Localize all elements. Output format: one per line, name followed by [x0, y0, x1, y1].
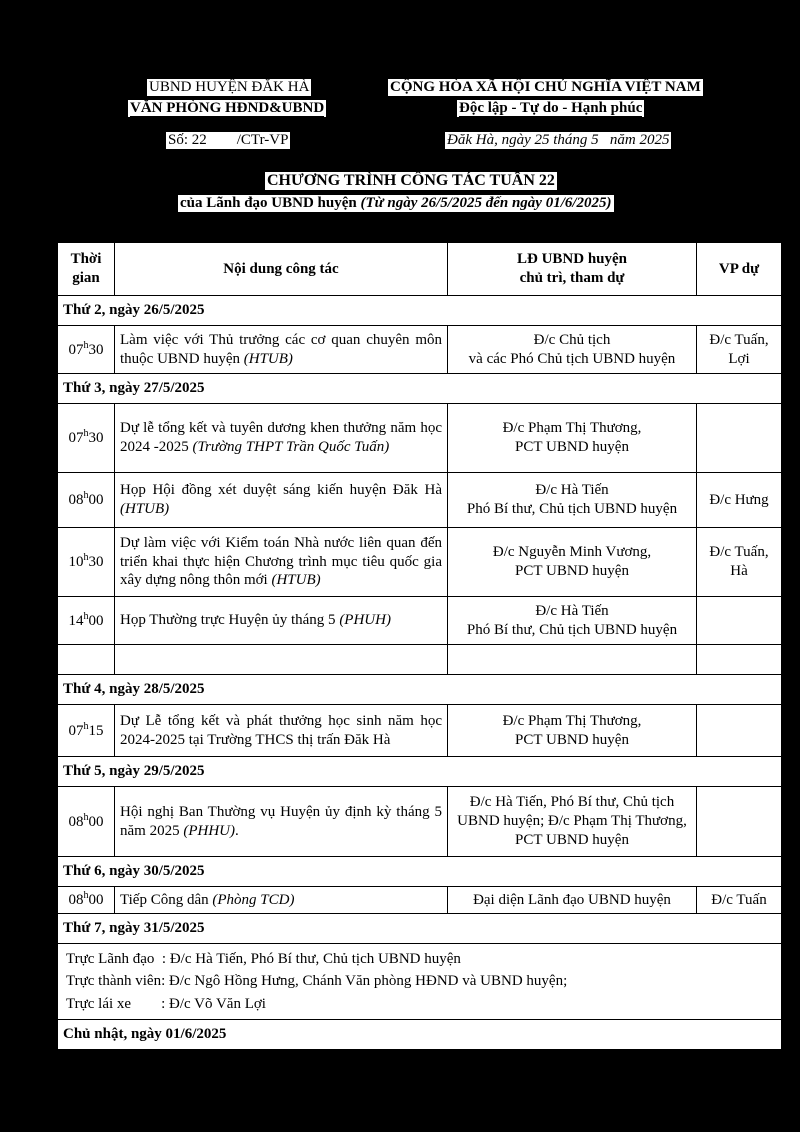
- hour-mark: h: [83, 490, 89, 502]
- content-cell: [115, 705, 448, 757]
- hour: 08: [68, 492, 84, 509]
- leader-line-2: PCT UBND huyện: [515, 731, 629, 748]
- duty-leader: [66, 948, 776, 971]
- motto: [457, 100, 644, 117]
- minute: 30: [88, 341, 104, 358]
- content-text: Dự lễ tổng kết và tuyên dương khen thưởng năm học 2024 -2025: [120, 420, 446, 455]
- leader-cell: [448, 326, 697, 374]
- content-place: (HTUB): [120, 501, 170, 517]
- hour: 08: [68, 892, 84, 909]
- hour: 08: [68, 813, 84, 830]
- day-row: [58, 374, 782, 404]
- vp-cell: Đ/c Hưng: [697, 473, 782, 528]
- empty-cell: [697, 645, 782, 675]
- duty-label: Trực lái xe :: [66, 995, 169, 1012]
- org-name-1: UBND HUYỆN ĐĂK HÀ: [149, 79, 310, 95]
- day-row: [58, 757, 782, 787]
- duty-label: Trực thành viên:: [66, 973, 169, 990]
- schedule-table: [57, 242, 782, 1050]
- day-label: Thứ 2, ngày 26/5/2025: [58, 296, 782, 326]
- content-text: Họp Thường trực Huyện ủy tháng 5: [120, 612, 340, 629]
- duty-cell: [58, 944, 782, 1020]
- content-text: Tiếp Công dân: [120, 891, 213, 908]
- time-cell: [58, 326, 115, 374]
- header-leader-1: LĐ UBND huyện: [516, 251, 628, 268]
- document-number: Số: 22 /CTr-VP: [168, 132, 289, 148]
- content-place: (HTUB): [243, 350, 293, 367]
- content-cell: [115, 404, 448, 473]
- document-subtitle: [178, 195, 614, 212]
- time-cell: [58, 404, 115, 473]
- minute: 15: [88, 722, 104, 739]
- time-cell: [58, 887, 115, 914]
- time-cell: [58, 705, 115, 757]
- empty-cell: [448, 645, 697, 675]
- subtitle-date-range: (Từ ngày 26/5/2025 đến ngày 01/6/2025): [360, 195, 612, 211]
- vp-cell: [697, 404, 782, 473]
- org-name-2-text: VĂN PHÒNG HĐND&UBND: [130, 100, 325, 116]
- content-place: (Phòng TCD): [212, 891, 295, 908]
- time-cell: [58, 473, 115, 528]
- hour: 10: [68, 554, 84, 571]
- vp-cell: [697, 787, 782, 857]
- vp-cell: Đ/c Tuấn, Lợi: [697, 326, 782, 374]
- day-row: [58, 1020, 782, 1050]
- minute: 00: [88, 892, 104, 909]
- content-place: (HTUB): [271, 572, 321, 589]
- content-place: (PHUH): [339, 612, 391, 629]
- empty-cell: [115, 645, 448, 675]
- hour-mark: h: [83, 339, 89, 351]
- table-row: [58, 787, 782, 857]
- content-text: Dự làm việc với Kiểm toán Nhà nước liên quan đến triển khai thực hiện Chương trình mục tiêu quốc gia xây dựng nông thôn mới: [120, 534, 446, 589]
- hour: 07: [68, 722, 84, 739]
- leader-line-1: Đ/c Phạm Thị Thương,: [502, 420, 642, 437]
- content-text: Hội nghị Ban Thường vụ Huyện ủy định kỳ tháng 5 năm 2025: [120, 803, 446, 839]
- empty-row: [58, 645, 782, 675]
- duty-row: [58, 944, 782, 1020]
- duty-value: Đ/c Ngô Hồng Hưng, Chánh Văn phòng HĐND và UBND huyện;: [169, 973, 568, 990]
- minute: 00: [88, 813, 104, 830]
- hour-mark: h: [83, 428, 89, 440]
- leader-line-1: Đ/c Phạm Thị Thương,: [502, 712, 642, 729]
- leader-cell: Đ/c Hà Tiến, Phó Bí thư, Chủ tịch UBND huyện; Đ/c Phạm Thị Thương, PCT UBND huyện: [448, 787, 697, 857]
- header-leader-2: chủ trì, tham dự: [519, 270, 625, 286]
- table-header-row: [58, 243, 782, 296]
- empty-cell: [58, 645, 115, 675]
- vp-cell: [697, 597, 782, 645]
- day-label: Thứ 6, ngày 30/5/2025: [58, 857, 782, 887]
- leader-cell: [448, 597, 697, 645]
- table-row: [58, 705, 782, 757]
- day-label: Chủ nhật, ngày 01/6/2025: [58, 1020, 782, 1050]
- content-place: (PHHU): [183, 822, 235, 839]
- hour-mark: h: [83, 610, 89, 622]
- org-name-2: [128, 100, 326, 117]
- hour-mark: h: [83, 811, 89, 823]
- time-cell: [58, 787, 115, 857]
- table-row: [58, 597, 782, 645]
- day-row: [58, 914, 782, 944]
- content-cell: [115, 887, 448, 914]
- vp-cell: [697, 705, 782, 757]
- hour-mark: h: [83, 720, 89, 732]
- day-row: [58, 296, 782, 326]
- table-row: [58, 404, 782, 473]
- day-label: Thứ 4, ngày 28/5/2025: [58, 675, 782, 705]
- day-row: [58, 857, 782, 887]
- table-row: [58, 326, 782, 374]
- leader-line-1: Đ/c Hà Tiến: [535, 482, 609, 499]
- header-leader: [448, 243, 697, 296]
- content-text: Làm việc với Thủ trưởng các cơ quan chuyên môn thuộc UBND huyện: [120, 331, 446, 367]
- duty-value: Đ/c Võ Văn Lợi: [169, 995, 266, 1012]
- duty-label: Trực Lãnh đạo :: [66, 950, 170, 967]
- content-cell: [115, 473, 448, 528]
- time-cell: [58, 597, 115, 645]
- leader-line-2: PCT UBND huyện: [515, 563, 629, 579]
- duty-value: Đ/c Hà Tiến, Phó Bí thư, Chủ tịch UBND huyện: [169, 950, 461, 967]
- minute: 30: [88, 430, 104, 447]
- leader-cell: Đại diện Lãnh đạo UBND huyện: [448, 887, 697, 914]
- minute: 00: [88, 492, 104, 509]
- vp-cell: Đ/c Tuấn, Hà: [697, 528, 782, 597]
- duty-member: [66, 970, 776, 993]
- content-text: Dự Lễ tổng kết và phát thưởng học sinh năm học 2024-2025 tại Trường THCS thị trấn Đăk Hà: [120, 712, 446, 748]
- document-title: CHƯƠNG TRÌNH CÔNG TÁC TUẦN 22: [267, 172, 555, 189]
- day-label: Thứ 5, ngày 29/5/2025: [58, 757, 782, 787]
- day-label: Thứ 3, ngày 27/5/2025: [58, 374, 782, 404]
- hour-mark: h: [83, 890, 89, 902]
- leader-line-1: Đ/c Nguyễn Minh Vương,: [492, 544, 652, 561]
- hour: 07: [68, 341, 84, 358]
- time-cell: [58, 528, 115, 597]
- vp-cell: Đ/c Tuấn: [697, 887, 782, 914]
- leader-line-1: Đ/c Chủ tịch: [533, 331, 611, 348]
- duty-driver: [66, 993, 776, 1016]
- nation-name: CỘNG HÒA XÃ HỘI CHỦ NGHĨA VIỆT NAM: [390, 79, 701, 95]
- leader-cell: [448, 473, 697, 528]
- content-place: (Trường THPT Trần Quốc Tuấn): [192, 439, 390, 455]
- leader-line-2: Phó Bí thư, Chủ tịch UBND huyện: [466, 501, 678, 517]
- hour: 14: [68, 612, 84, 629]
- hour-mark: h: [83, 552, 89, 564]
- leader-cell: [448, 705, 697, 757]
- content-cell: [115, 787, 448, 857]
- minute: 00: [88, 612, 104, 629]
- issue-date: Đăk Hà, ngày 25 tháng 5 năm 2025: [447, 132, 670, 148]
- leader-line-2: PCT UBND huyện: [515, 439, 629, 455]
- content-suffix: .: [234, 822, 239, 839]
- leader-cell: [448, 528, 697, 597]
- motto-text: Độc lập - Tự do - Hạnh phúc: [459, 100, 643, 116]
- day-label: Thứ 7, ngày 31/5/2025: [58, 914, 782, 944]
- hour: 07: [68, 430, 84, 447]
- content-cell: [115, 528, 448, 597]
- leader-line-2: và các Phó Chủ tịch UBND huyện: [468, 350, 676, 367]
- header-vp: VP dự: [697, 243, 782, 296]
- content-text: Họp Hội đồng xét duyệt sáng kiến huyện Đăk Hà: [120, 482, 446, 499]
- header-time: Thời gian: [58, 243, 115, 296]
- header-content: Nội dung công tác: [115, 243, 448, 296]
- table-row: [58, 887, 782, 914]
- leader-line-1: Đ/c Hà Tiến: [535, 602, 609, 619]
- subtitle-prefix: của Lãnh đạo UBND huyện: [180, 195, 361, 211]
- content-cell: [115, 597, 448, 645]
- leader-line-2: Phó Bí thư, Chủ tịch UBND huyện: [466, 621, 678, 638]
- table-row: [58, 528, 782, 597]
- table-row: [58, 473, 782, 528]
- day-row: [58, 675, 782, 705]
- content-cell: [115, 326, 448, 374]
- leader-cell: [448, 404, 697, 473]
- minute: 30: [88, 554, 104, 571]
